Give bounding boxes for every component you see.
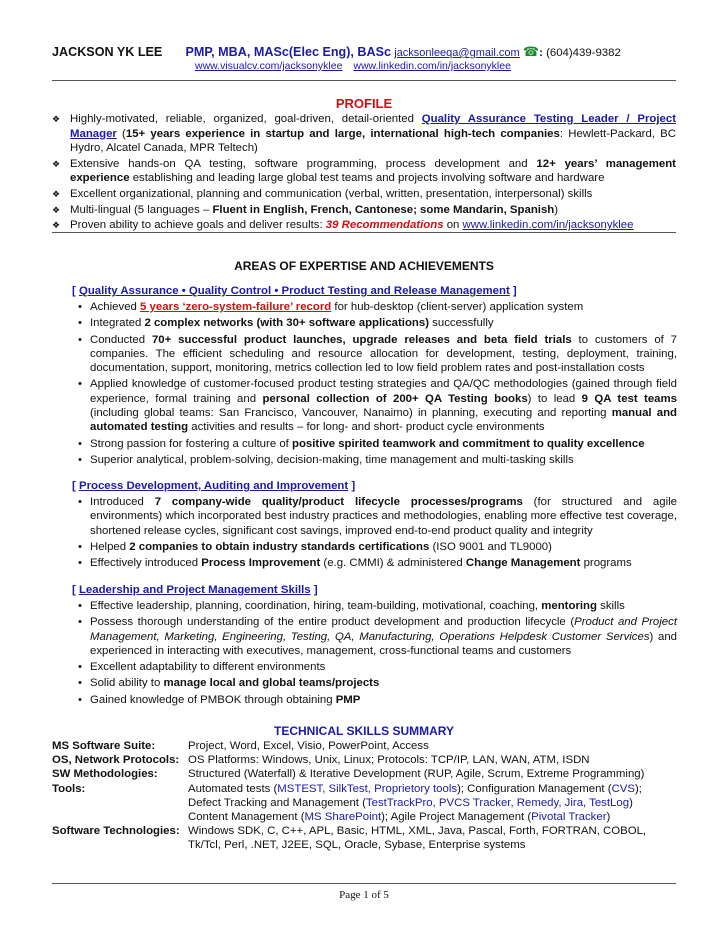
credentials: PMP, MBA, MASc(Elec Eng), BASc — [185, 45, 392, 59]
text-segment: to customers of 7 companies. The efficient scheduling and resource allocation for development, testing, deployment, training, documentation, support, monitoring, metrics collection led to low field problem rates and post-installation costs — [90, 333, 678, 375]
candidate-name: JACKSON YK LEE — [52, 45, 163, 59]
skills-table — [52, 739, 692, 853]
text-segment: Effective leadership, planning, coordination, hiring, team-building, motivational, coaching, — [90, 600, 542, 612]
achievement-list — [72, 599, 677, 707]
achievement-item — [78, 693, 677, 707]
inline-link[interactable]: www.linkedin.com/in/jacksonyklee — [462, 219, 634, 232]
skill-values — [188, 838, 692, 852]
text-segment: 7 company-wide quality/product lifecycle processes/programs — [154, 496, 523, 508]
text-segment: MSTEST, SilkTest, Proprietory tools — [277, 782, 458, 795]
text-segment: Solid ability to — [90, 677, 164, 690]
skills-row — [52, 810, 692, 824]
profile-item — [52, 218, 676, 233]
skill-values — [188, 782, 692, 796]
profile-item — [52, 157, 676, 186]
text-segment: activities and results – for long- and short- product cycle environments — [188, 421, 545, 434]
text-segment: Gained knowledge of PMBOK through obtaining — [90, 693, 336, 706]
achievement-item — [78, 660, 677, 674]
achievement-item — [78, 333, 677, 376]
inline-link: Quality Assurance Testing Leader / Project Manager — [70, 113, 676, 140]
skills-row — [52, 767, 692, 781]
text-segment: 39 Recommendations — [325, 219, 444, 232]
expertise-heading: AREAS OF EXPERTISE AND ACHIEVEMENTS — [234, 259, 494, 273]
group-title-link[interactable]: Quality Assurance • Quality Control • Product Testing and Release Management — [78, 285, 510, 297]
skill-category — [52, 796, 188, 810]
text-segment: Conducted — [90, 333, 152, 346]
skill-category: Tools: — [52, 782, 86, 795]
text-segment: MS SharePoint — [304, 811, 382, 824]
text-segment: Content Management ( — [188, 811, 305, 824]
achievement-item — [78, 615, 677, 658]
text-segment: Superior analytical, problem-solving, decision-making, time management and multi-tasking skills — [90, 453, 574, 466]
text-segment: Pivotal Tracker — [531, 811, 607, 824]
text-segment: manual and automated testing — [90, 407, 677, 434]
linkedin-link[interactable]: www.linkedin.com/in/jacksonyklee — [353, 60, 511, 72]
skills-row — [52, 739, 692, 753]
group-title: [ Leadership and Project Management Skills ] — [72, 584, 318, 596]
text-segment: programs — [580, 557, 632, 570]
text-segment: Integrated — [90, 317, 145, 330]
text-segment: ) — [606, 811, 611, 824]
skill-category — [52, 838, 188, 852]
achievement-item — [78, 453, 677, 467]
text-segment: (e.g. CMMI) & administered — [320, 557, 466, 570]
skills-row — [52, 753, 692, 767]
text-segment: 5 years ‘zero-system-failure’ record — [140, 301, 332, 313]
text-segment: establishing and leading large global test teams and projects involving software and hardware — [129, 172, 605, 185]
text-segment: successfully — [429, 317, 494, 330]
text-segment: 70+ successful product launches, upgrade releases and beta field trials — [151, 333, 572, 346]
text-segment: Highly-motivated, reliable, organized, goal-driven, detail-oriented — [70, 113, 422, 125]
web-links — [195, 60, 511, 72]
profile-list — [52, 112, 676, 234]
text-segment: manage local and global teams/projects — [163, 677, 380, 690]
group-title: [ Process Development, Auditing and Improvement ] — [72, 480, 356, 492]
text-segment: 2 companies to obtain industry standards certifications — [129, 540, 430, 553]
text-segment: Automated tests ( — [188, 782, 278, 795]
text-segment: Achieved — [90, 301, 141, 313]
text-segment: Applied knowledge of customer-focused product testing strategies and QA/QC methodologies (gained through field experience, formal training and — [90, 378, 677, 405]
divider — [52, 232, 676, 233]
text-segment: 12+ years’ management experience — [70, 157, 676, 185]
text-segment: ); — [634, 782, 642, 795]
group-title-link[interactable]: Leadership and Project Management Skills — [78, 584, 311, 596]
telephone-icon: ☎ — [522, 44, 540, 59]
achievement-item — [78, 316, 677, 330]
visualcv-link[interactable]: www.visualcv.com/jacksonyklee — [195, 60, 343, 72]
text-segment: Proven ability to achieve goals and deliver results: — [70, 219, 326, 232]
skill-values — [188, 753, 692, 767]
text-segment: Excellent adaptability to different environments — [90, 661, 326, 674]
skill-category: SW Methodologies: — [52, 768, 158, 781]
profile-item — [52, 112, 676, 156]
text-segment: ); Configuration Management ( — [457, 782, 612, 795]
text-segment: Helped — [90, 540, 130, 553]
text-segment: mentoring — [541, 600, 597, 612]
expertise-group — [72, 583, 677, 707]
achievement-item — [78, 300, 677, 314]
text-segment: Excellent organizational, planning and communication (verbal, written, presentation, interpersonal) skills — [70, 187, 593, 200]
text-segment: personal collection of 200+ QA Testing books — [262, 392, 528, 405]
resume-header — [52, 44, 621, 60]
text-segment: : Hewlett-Packard, BC Hydro, Alcatel Canada, MPR Teltech) — [70, 127, 676, 155]
text-segment: for hub-desktop (client-server) application system — [331, 301, 584, 313]
skills-row — [52, 838, 692, 852]
expertise-group — [72, 284, 677, 467]
skills-row — [52, 824, 692, 838]
text-segment: Strong passion for fostering a culture of — [90, 437, 292, 450]
text-segment: Change Management — [465, 557, 581, 570]
text-segment: TestTrackPro, PVCS Tracker, Remedy, Jira, TestLog — [365, 796, 630, 809]
text-segment: 2 complex networks (with 30+ software applications) — [144, 317, 429, 330]
achievement-item — [78, 676, 677, 690]
text-segment: Possess thorough understanding of the entire product development and production lifecycle ( — [90, 616, 575, 629]
page-number: Page 1 of 5 — [339, 889, 389, 901]
text-segment: (ISO 9001 and TL9000) — [429, 540, 552, 553]
text-segment: ) to lead — [527, 392, 582, 405]
achievement-item — [78, 495, 677, 538]
text-segment: OS Platforms: Windows, Unix, Linux; Protocols: TCP/IP, LAN, WAN, ATM, ISDN — [188, 754, 590, 767]
text-segment: Effectively introduced — [90, 557, 202, 570]
text-segment: ) and experienced in interacting with executives, management, cross-functional teams and customers — [90, 630, 678, 657]
skill-category: Software Technologies: — [52, 825, 180, 838]
text-segment: 15+ years experience in startup and large, international high-tech companies — [125, 127, 560, 140]
phone-separator: : — [539, 47, 543, 59]
text-segment: (for structured and agile environments) which incorporated best industry practices and methodologies, enabling more effective test coverage, shortened release cycles, significant cost savings, improved end-to-end product quality and integrity — [90, 496, 677, 537]
text-segment: Project, Word, Excel, Visio, PowerPoint, Access — [188, 740, 429, 752]
skills-row — [52, 782, 692, 796]
text-segment: positive spirited teamwork and commitment to quality excellence — [291, 437, 645, 450]
achievement-list — [72, 495, 677, 570]
skill-values — [188, 824, 692, 838]
phone-number: (604)439-9382 — [546, 47, 621, 59]
group-title-link[interactable]: Process Development, Auditing and Improvement — [78, 480, 349, 492]
group-title: [ Quality Assurance • Quality Control • Product Testing and Release Management ] — [72, 285, 517, 297]
text-segment: on — [443, 219, 463, 232]
achievement-item — [78, 437, 677, 451]
skill-values — [188, 796, 692, 810]
text-segment: Structured (Waterfall) & Iterative Development (RUP, Agile, Scrum, Extreme Programming) — [188, 768, 645, 781]
skill-category — [52, 810, 188, 824]
skill-category: MS Software Suite: — [52, 740, 156, 752]
skills-heading: TECHNICAL SKILLS SUMMARY — [274, 724, 454, 738]
text-segment: Multi-lingual (5 languages – — [70, 203, 213, 216]
text-segment: ( — [116, 127, 126, 140]
skills-row — [52, 796, 692, 810]
text-segment: skills — [596, 600, 625, 612]
skill-values — [188, 810, 692, 824]
text-segment: Tk/Tcl, Perl, .NET, J2EE, SQL, Oracle, Sybase, Enterprise systems — [188, 839, 526, 852]
achievement-item — [78, 599, 677, 613]
achievement-item — [78, 377, 677, 434]
expertise-group — [72, 479, 677, 570]
skill-category: OS, Network Protocols: — [52, 754, 180, 767]
email-link[interactable]: jacksonleeqa@gmail.com — [394, 47, 520, 59]
text-segment: ); Agile Project Management ( — [381, 811, 532, 824]
text-segment: Product and Project Management, Marketing, Engineering, Testing, QA, Manufacturing, Operations Helpdesk Customer Services — [90, 616, 677, 643]
text-segment: Introduced — [90, 496, 155, 508]
achievement-item — [78, 556, 677, 570]
text-segment: 9 QA test teams — [581, 392, 677, 405]
text-segment: ) — [629, 796, 633, 809]
profile-item — [52, 203, 676, 218]
text-segment: Fluent in English, French, Cantonese; some Mandarin, Spanish — [212, 203, 555, 216]
text-segment: Process Improvement — [201, 557, 321, 570]
text-segment: Defect Tracking and Management ( — [188, 796, 366, 809]
achievement-item — [78, 540, 677, 554]
profile-item — [52, 187, 676, 202]
text-segment: CVS — [611, 782, 635, 795]
profile-heading: PROFILE — [335, 96, 393, 111]
text-segment: (including global teams: San Francisco, Vancouver, Nanaimo) in planning, executing and reporting — [90, 407, 612, 420]
text-segment: Extensive hands-on QA testing, software programming, process development and — [70, 157, 537, 170]
skill-values — [188, 739, 692, 753]
text-segment: ) — [554, 203, 559, 216]
text-segment: Windows SDK, C, C++, APL, Basic, HTML, XML, Java, Pascal, Forth, FORTRAN, COBOL, — [188, 825, 647, 838]
text-segment: PMP — [335, 693, 361, 706]
achievement-list — [72, 300, 677, 467]
divider — [52, 80, 676, 81]
skill-values — [188, 767, 692, 781]
footer-divider — [52, 883, 676, 884]
